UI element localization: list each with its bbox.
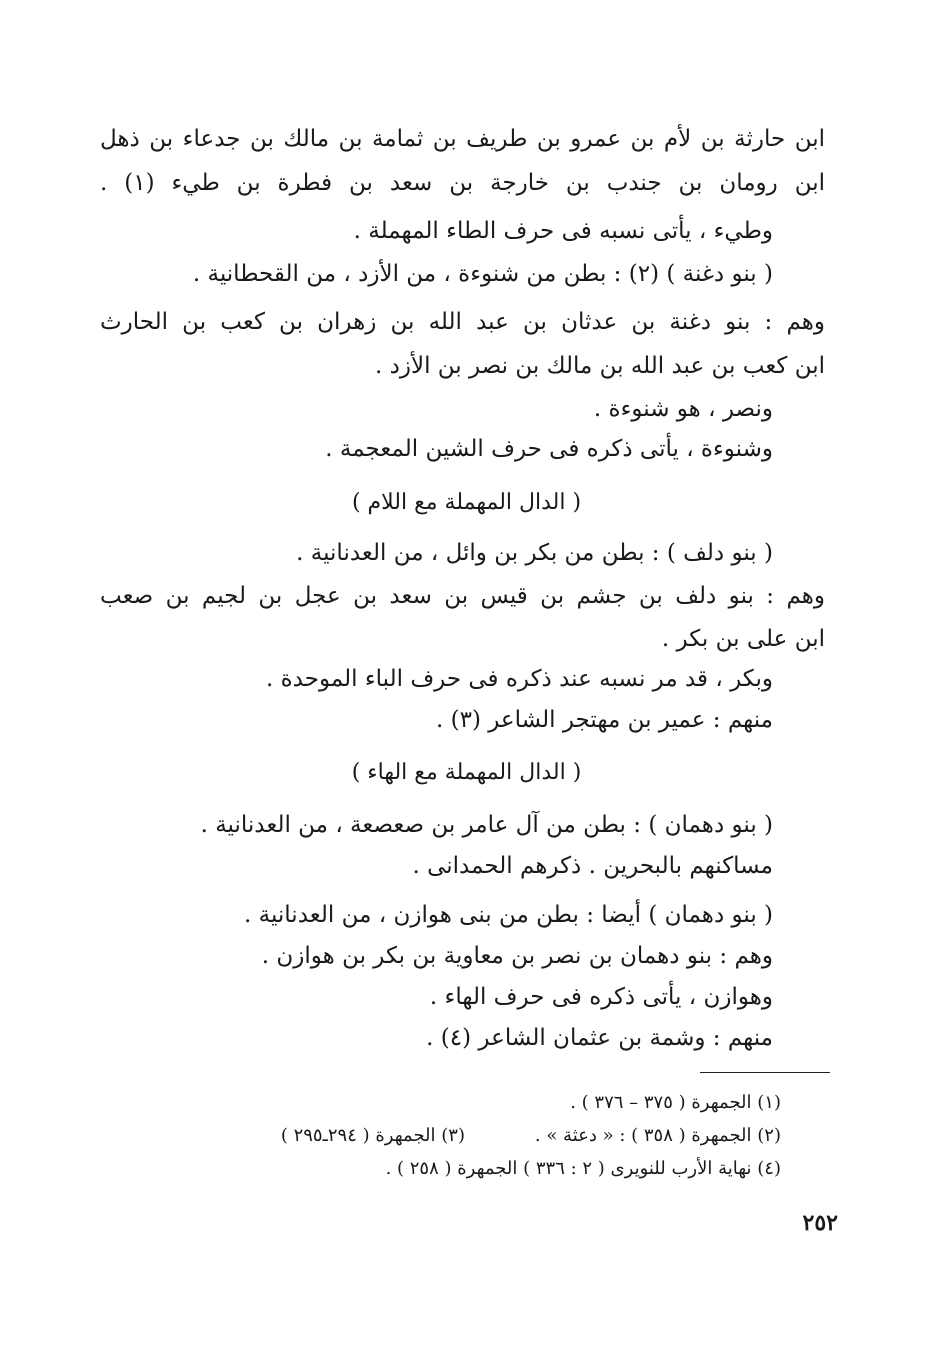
section-heading: ( الدال المهملة مع الهاء ) bbox=[351, 760, 582, 785]
page-number: ٢٥٢ bbox=[802, 1210, 838, 1236]
footnote-separator bbox=[700, 1072, 830, 1073]
text-line: وهم : بنو دهمان بن نصر بن معاوية بن بكر بن هوازن . bbox=[261, 943, 773, 969]
text-line: وبكر ، قد مر نسبه عند ذكره فى حرف الباء الموحدة . bbox=[266, 666, 773, 692]
text-line: وهوازن ، يأتى ذكره فى حرف الهاء . bbox=[429, 984, 773, 1010]
footnote: (٢) الجمهرة ( ٣٥٨ ) : « دعثة » . bbox=[534, 1125, 781, 1146]
text-line: ابن كعب بن عبد الله بن مالك بن نصر بن الأزد . bbox=[375, 353, 825, 379]
text-line: ( بنو دهمان ) أيضا : بطن من بنى هوازن ، من العدنانية . bbox=[244, 902, 773, 928]
text-line: ( بنو دغنة ) (٢) : بطن من شنوءة ، من الأزد ، من القحطانية . bbox=[192, 261, 773, 287]
footnote: (٣) الجمهرة ( ٢٩٤ـ٢٩٥ ) bbox=[280, 1125, 465, 1146]
text-line: وشنوءة ، يأتى ذكره فى حرف الشين المعجمة . bbox=[325, 436, 773, 462]
text-line: وهم : بنو دغنة بن عدثان بن عبد الله بن زهران بن كعب بن الحارث bbox=[100, 309, 825, 335]
text-line: منهم : وشمة بن عثمان الشاعر (٤) . bbox=[426, 1025, 773, 1051]
section-heading: ( الدال المهملة مع اللام ) bbox=[351, 490, 582, 515]
footnote: (١) الجمهرة ( ٣٧٥ – ٣٧٦ ) . bbox=[570, 1092, 781, 1113]
text-line: وهم : بنو دلف بن جشم بن قيس بن سعد بن عجل بن لجيم بن صعب bbox=[100, 583, 825, 609]
text-line: ابن على بن بكر . bbox=[661, 626, 825, 652]
footnote: (٤) نهاية الأرب للنويرى ( ٢ : ٣٣٦ ) الجمهرة ( ٢٥٨ ) . bbox=[385, 1158, 781, 1179]
text-line: ( بنو دهمان ) : بطن من آل عامر بن صعصعة ، من العدنانية . bbox=[200, 812, 773, 838]
text-line: ( بنو دلف ) : بطن من بكر بن وائل ، من العدنانية . bbox=[296, 540, 773, 566]
text-line: ونصر ، هو شنوءة . bbox=[593, 396, 773, 422]
text-line: ابن رومان بن جندب بن خارجة بن سعد بن فطرة بن طيء (١) . bbox=[100, 170, 825, 196]
text-line: مساكنهم بالبحرين . ذكرهم الحمدانى . bbox=[412, 853, 773, 879]
text-line: ابن حارثة بن لأم بن عمرو بن طريف بن ثمامة بن مالك بن جدعاء بن ذهل bbox=[100, 126, 825, 152]
text-line: وطيء ، يأتى نسبه فى حرف الطاء المهملة . bbox=[353, 218, 773, 244]
text-line: منهم : عمير بن مهتجر الشاعر (٣) . bbox=[435, 707, 773, 733]
